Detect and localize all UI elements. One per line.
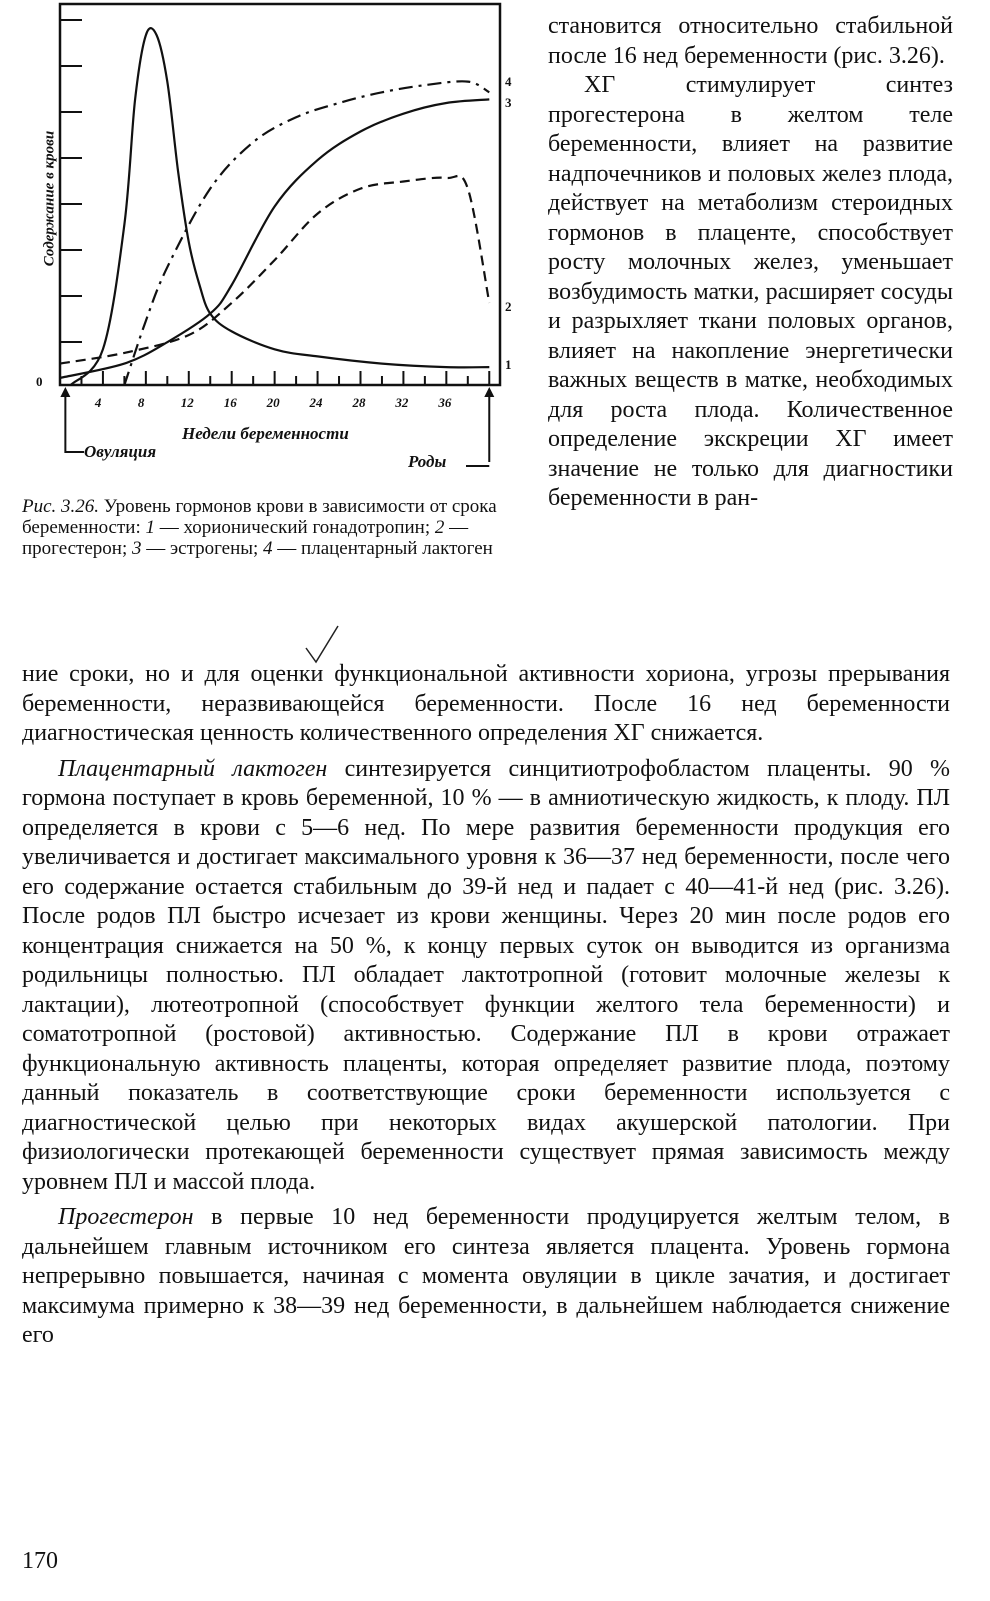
x-tick-label: 24 (309, 395, 323, 410)
paragraph-continuation: ние сроки, но и для оценки функциональной активности хориона, угрозы прерывания беременности, неразвивающейся беременности. После 16 нед беременности диагностическая ценность количественного определения ХГ снижается. (22, 661, 950, 746)
figure-caption (22, 496, 522, 559)
paragraph-placental-lactogen (22, 755, 950, 1198)
curve-label-1: 1 (505, 357, 512, 373)
chart-svg (22, 0, 532, 490)
caption-text-1: — хорионический гонадотропин; (154, 517, 435, 538)
x-tick-label: 4 (94, 395, 102, 410)
x-tick-label: 36 (438, 395, 452, 410)
x-tick-label: 8 (137, 395, 145, 410)
caption-text-3: — эстрогены; (141, 538, 264, 559)
ovulation-label: Овуляция (84, 442, 157, 461)
caption-num-2: 2 (434, 517, 445, 538)
x-tick-label: 12 (180, 395, 194, 410)
right-paragraph-1: становится относительно стабильной после 16 нед беременности (рис. 3.26). (548, 13, 953, 69)
curve-label-3: 3 (505, 95, 512, 111)
hormone-chart (22, 0, 532, 490)
x-axis-label: Недели беременности (182, 424, 349, 443)
caption-fig-no: Рис. 3.26. (22, 496, 100, 517)
x-tick-label: 32 (395, 395, 409, 410)
curve-label-4: 4 (505, 74, 512, 90)
page-number: 170 (22, 1548, 58, 1574)
term-progesterone: Прогестерон (58, 1204, 194, 1230)
series-line-1 (71, 28, 490, 385)
birth-arrow (484, 387, 494, 397)
caption-num-3: 3 (131, 538, 142, 559)
ovulation-bracket (65, 393, 84, 452)
main-text (22, 660, 950, 1351)
birth-bracket (466, 395, 489, 466)
paragraph-progesterone (22, 1203, 950, 1351)
series-line-3 (60, 99, 489, 378)
x-tick-label: 28 (352, 395, 366, 410)
x-tick-label: 16 (223, 395, 237, 410)
progesterone-text: в первые 10 нед беременности продуцируется желтым телом, в дальнейшем главным источником его синтеза является плацента. Уровень гормона непрерывно повышается, начиная с момента овуляции в цикле зачатия, и достигает максимума примерно к 38—39 нед беременности, в дальнейшем наблюдается снижение его (22, 1204, 950, 1348)
caption-text: Уровень гормонов крови в зависимости от срока беременности: (22, 496, 497, 538)
term-placental-lactogen: Плацентарный лактоген (58, 755, 328, 782)
caption-text-2: — прогестерон; (22, 517, 469, 559)
origin-label: 0 (36, 374, 43, 389)
curve-label-2: 2 (505, 298, 512, 314)
x-tick-label: 20 (266, 395, 280, 410)
plot-frame (60, 4, 500, 385)
right-paragraph-2: ХГ стимулирует синтез прогестерона в желтом теле беременности, влияет на развитие надпочечников и половых желез плода, действует на метаболизм стероидных гормонов в плаценте, способствует росту молочных желез, уменьшает возбудимость матки, расширяет сосуды и разрыхляет ткани половых органов, влияет на накопление энергетически важных веществ в матке, необходимых для роста плода. Количественное определение экскреции ХГ имеет значение не только для диагностики беременности в ран- (548, 72, 953, 511)
series-line-2 (60, 176, 489, 364)
birth-label: Роды (408, 452, 447, 471)
right-column-text (548, 12, 953, 514)
placental-lactogen-text: синтезируется синцитиотрофобластом плаценты. 90 % гормона поступает в кровь беременной, 10 % — в амниотическую жидкость, к плоду. ПЛ определяется в крови с 5—6 нед. По мере развития беременности продукция его увеличивается и достигает максимального уровня к 36—37 нед беременности, после чего его содержание остается стабильным до 39-й нед и падает с 40—41-й нед (рис. 3.26). После родов ПЛ быстро исчезает из крови женщины. Через 20 мин после родов его концентрация снижается на 50 %, к концу первых суток он выводится из организма родильницы полностью. ПЛ обладает лактотропной (готовит молочные железы к лактации), лютеотропной (способствует функции желтого тела беременности) и соматотропной (ростовой) активностью. Содержание ПЛ в крови отражает функциональную активность плаценты, которая определяет развитие плода, поэтому данный показатель в соответствующие сроки беременности используется с диагностической целью при некоторых видах акушерской патологии. При физиологически протекающей беременности существует прямая зависимость между уровнем ПЛ и массой плода. (22, 755, 950, 1195)
ovulation-arrow (60, 387, 70, 397)
y-axis-label: Содержание в крови (41, 130, 58, 267)
caption-text-4: — плацентарный лактоген (272, 538, 493, 559)
caption-num-1: 1 (145, 517, 155, 538)
caption-num-4: 4 (263, 538, 273, 559)
